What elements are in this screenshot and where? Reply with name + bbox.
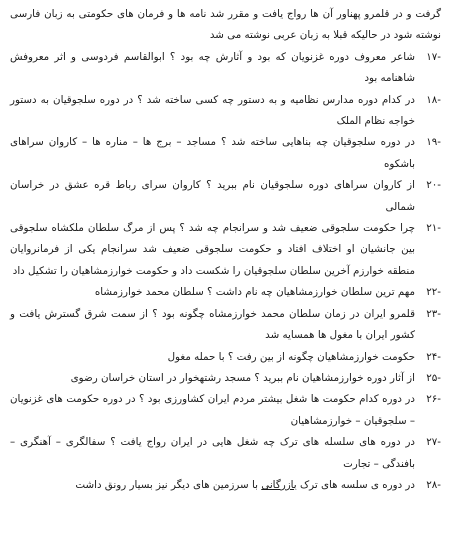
question-text: مهم ترین سلطان خوارزمشاهیان چه نام داشت ؟ سلطان محمد خوارزمشاه [94, 286, 415, 299]
question-text: حکومت خوارزمشاهیان چگونه از بین رفت ؟ با حمله مغول [167, 350, 415, 363]
document-page [10, 4, 441, 496]
underlined-term: بازرگانی [261, 478, 297, 491]
question-item-25 [10, 368, 441, 389]
question-item-26 [10, 389, 441, 432]
question-text: در کدام دوره مدارس نظامیه و به دستور چه کسی ساخته شد ؟ در دوره سلجوقیان به دستور خواجه نظام الملک [10, 93, 415, 128]
question-item-20 [10, 175, 441, 218]
intro-paragraph: گرفت و در قلمرو پهناور آن ها رواج یافت و مقرر شد نامه ها و فرمان های حکومتی به زبان فارسی نوشته شود در حالیکه قبلا به زبان عربی نوشته می شد [10, 8, 441, 42]
question-text: از آثار دوره خوارزمشاهیان نام ببرید ؟ مسجد رشتهخوار در استان خراسان رضوی [70, 371, 415, 384]
question-number: -۲۳ [426, 307, 441, 320]
question-item-22 [10, 282, 441, 303]
question-text: شاعر معروف دوره غزنویان که بود و آثارش چه بود ؟ ابوالقاسم فردوسی و اثر معروفش شاهنامه بود [10, 50, 415, 85]
question-text: در دوره کدام حکومت ها شغل بیشتر مردم ایران کشاورزی بود ؟ در دوره حکومت های غزنویان – سلجوقیان – خوارزمشاهیان [10, 393, 415, 427]
question-number: -۲۰ [426, 179, 441, 192]
question-item-24 [10, 347, 441, 368]
question-text [10, 475, 415, 496]
question-text: چرا حکومت سلجوقی ضعیف شد و سرانجام چه شد ؟ پس از مرگ سلطان ملکشاه سلجوقی بین جانشیان او اختلاف افتاد و حکومت سلجوقی ضعیف شد سرانجام یکی از فرمانروایان منطقه خوارزم آخرین سلطان سلجوقیان را شکست داد و حکومت خوارزمشاهیان را تشکیل داد [10, 222, 415, 277]
question-text-part: در دوره ی سلسه های ترک [296, 478, 415, 491]
question-item-21 [10, 218, 441, 282]
question-item-18 [10, 90, 441, 133]
question-text-part: با سرزمین های دیگر نیز بسیار رونق داشت [75, 478, 262, 491]
question-number: -۲۵ [426, 371, 441, 384]
question-text: قلمرو ایران در زمان سلطان محمد خوارزمشاه چگونه بود ؟ از سمت شرق گسترش یافت و کشور ایران با مغول ها همسایه شد [10, 307, 415, 342]
question-number: -۲۴ [426, 350, 441, 363]
question-number: -۲۷ [426, 436, 441, 449]
question-text: در دوره سلجوقیان چه بناهایی ساخته شد ؟ مساجد – برج ها – مناره ها – کاروان سراهای باشکوه [10, 136, 415, 170]
question-text: در دوره های سلسله های ترک چه شغل هایی در ایران رواج یافت ؟ سفالگری – آهنگری – بافندگی – تجارت [10, 436, 415, 470]
question-item-27 [10, 432, 441, 475]
question-number: -۲۱ [426, 222, 441, 235]
question-text: از کاروان سراهای دوره سلجوقیان نام ببرید ؟ کاروان سرای رباط قره عشق در خراسان شمالی [10, 179, 415, 213]
question-number: -۱۹ [426, 136, 441, 149]
question-item-23 [10, 304, 441, 347]
question-number: -۲۶ [426, 393, 441, 406]
question-number: -۱۷ [426, 50, 441, 63]
question-number: -۲۸ [426, 478, 441, 491]
question-item-19 [10, 132, 441, 175]
question-number: -۲۲ [426, 286, 441, 299]
question-item-17 [10, 47, 441, 90]
question-number: -۱۸ [426, 93, 441, 106]
question-item-28 [10, 475, 441, 496]
